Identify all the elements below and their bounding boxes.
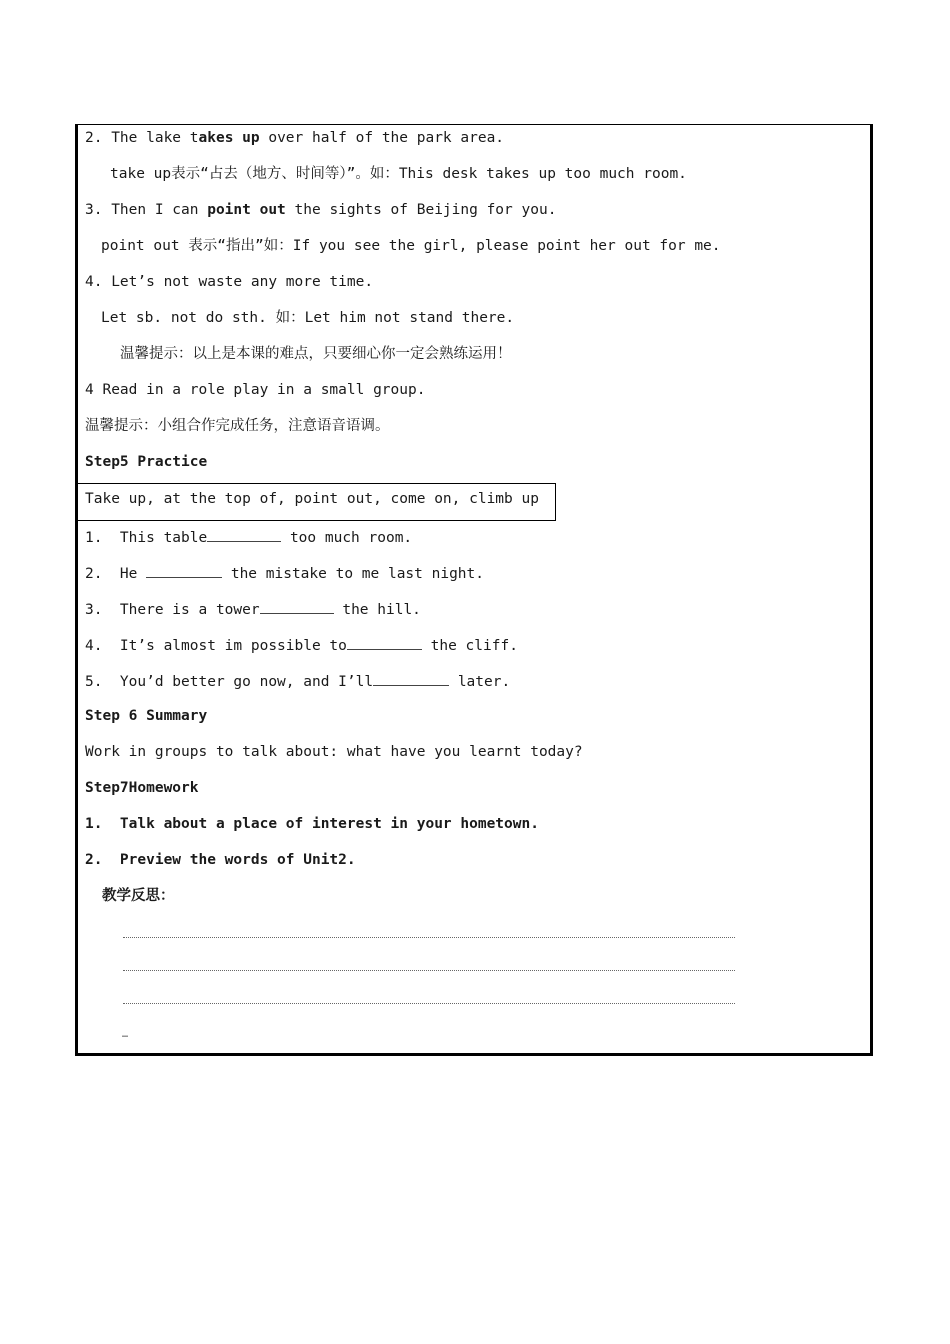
word-bank: Take up, at the top of, point out, come on, climb up bbox=[85, 491, 539, 507]
step7-heading: Step7Homework bbox=[85, 780, 199, 796]
lesson-table-cell bbox=[75, 124, 873, 1056]
reflection-line[interactable] bbox=[123, 970, 735, 971]
item-3-key-phrase: point out bbox=[207, 202, 286, 218]
answer-blank[interactable] bbox=[373, 671, 449, 686]
homework-2: 2. Preview the words of Unit2. bbox=[85, 852, 356, 868]
item-3-note: point out 表示“指出”如：If you see the girl, please point her out for me. bbox=[101, 238, 721, 254]
reflection-ellipsis: … bbox=[122, 1029, 129, 1040]
read-role-play: 4 Read in a role play in a small group. bbox=[85, 382, 426, 398]
reflection-line[interactable] bbox=[123, 937, 735, 938]
exercise-2: 2. He the mistake to me last night. bbox=[85, 563, 484, 584]
exercise-5: 5. You’d better go now, and I’ll later. bbox=[85, 671, 510, 692]
homework-1: 1. Talk about a place of interest in your hometown. bbox=[85, 816, 539, 832]
tip-group-work: 温馨提示：小组合作完成任务，注意语音语调。 bbox=[85, 418, 390, 434]
summary-task: Work in groups to talk about: what have you learnt today? bbox=[85, 744, 583, 760]
reflection-line[interactable] bbox=[123, 1003, 735, 1004]
exercise-1: 1. This table too much room. bbox=[85, 527, 412, 548]
answer-blank[interactable] bbox=[146, 563, 222, 578]
exercise-3: 3. There is a tower the hill. bbox=[85, 599, 421, 620]
answer-blank[interactable] bbox=[207, 527, 281, 542]
step6-heading: Step 6 Summary bbox=[85, 708, 208, 724]
item-2: 2. The lake takes up over half of the park area. bbox=[85, 130, 505, 146]
answer-blank[interactable] bbox=[260, 599, 334, 614]
item-2-note: take up表示“占去（地方、时间等）”。如：This desk takes up too much room. bbox=[110, 166, 687, 182]
exercise-4: 4. It’s almost im possible to the cliff. bbox=[85, 635, 518, 656]
item-3: 3. Then I can point out the sights of Beijing for you. bbox=[85, 202, 557, 218]
answer-blank[interactable] bbox=[347, 635, 422, 650]
teaching-reflection-label: 教学反思： bbox=[102, 888, 175, 904]
tip-difficulty: 温馨提示：以上是本课的难点，只要细心你一定会熟练运用！ bbox=[120, 346, 512, 362]
step5-heading: Step5 Practice bbox=[85, 454, 208, 470]
item-2-key-phrase: akes up bbox=[198, 130, 260, 146]
item-4: 4. Let’s not waste any more time. bbox=[85, 274, 374, 290]
item-4-note: Let sb. not do sth. 如：Let him not stand there. bbox=[101, 310, 515, 326]
